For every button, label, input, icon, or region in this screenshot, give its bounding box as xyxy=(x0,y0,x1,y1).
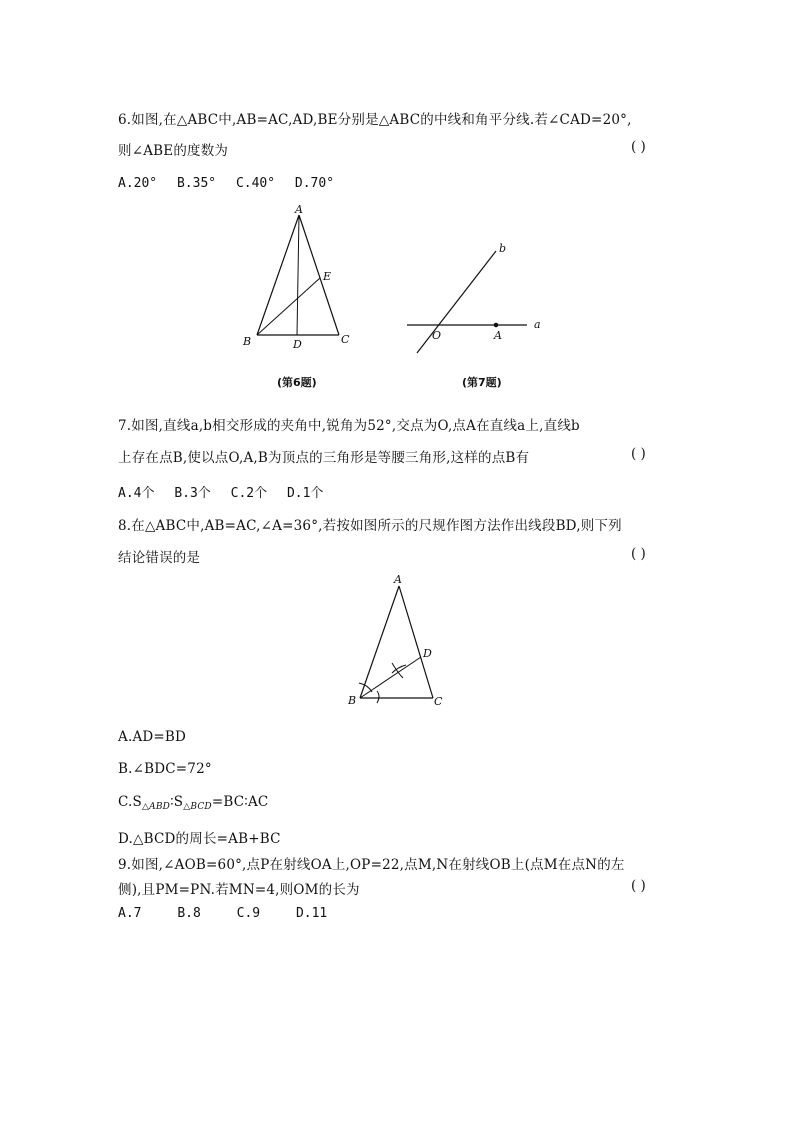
fig7-point-a-dot xyxy=(494,323,499,328)
q8-option-c-mid: ∶S xyxy=(170,794,184,810)
q9-option-b: B.8 xyxy=(177,906,201,921)
q6-stem-line1: 6.如图,在△ABC中,AB=AC,AD,BE分别是△ABC的中线和角平分线.若∠CAD=20°, xyxy=(118,112,632,128)
fig6-median-ad xyxy=(297,215,299,335)
fig7-label-a-line: a xyxy=(534,318,541,331)
q8-option-c-sub1: △ABD xyxy=(142,802,171,812)
q8-option-c xyxy=(118,794,268,812)
fig6-label-d: D xyxy=(293,338,302,351)
q6-stem-line2: 则∠ABE的度数为 xyxy=(118,143,229,159)
fig7-line-b xyxy=(417,251,496,353)
fig7-label-a-point: A xyxy=(494,329,502,342)
q6-answer-blank: ( ) xyxy=(631,139,646,155)
q8-option-c-prefix: C.S xyxy=(118,794,142,810)
q6-option-a: A.20° xyxy=(118,176,158,191)
q8-option-c-suffix: =BC∶AC xyxy=(211,794,269,810)
q9-stem-line1: 9.如图,∠AOB=60°,点P在射线OA上,OP=22,点M,N在射线OB上(点M在点N的左 xyxy=(118,857,625,873)
q7-option-a: A.4个 xyxy=(118,486,155,501)
q6-option-c: C.40° xyxy=(235,176,276,191)
q7-option-b: B.3个 xyxy=(174,486,211,501)
fig8-segment-bd xyxy=(360,657,421,698)
fig8-side-ab xyxy=(360,586,399,698)
figure-8 xyxy=(340,570,460,715)
fig8-arc-bottom xyxy=(377,691,379,703)
figure-7 xyxy=(400,240,550,360)
figure-6 xyxy=(240,200,370,360)
q8-answer-blank: ( ) xyxy=(631,546,646,562)
q9-option-c: C.9 xyxy=(236,906,261,921)
q9-answer-blank: ( ) xyxy=(631,878,646,894)
q9-option-d: D.11 xyxy=(295,906,328,921)
q8-option-d: D.△BCD的周长=AB+BC xyxy=(118,831,281,847)
q9-stem-line2: 侧),且PM=PN.若MN=4,则OM的长为 xyxy=(118,882,360,898)
fig7-caption: (第7题) xyxy=(462,376,502,389)
q9-option-a: A.7 xyxy=(118,906,142,921)
q6-option-b: B.35° xyxy=(176,176,217,191)
q9-options xyxy=(118,906,339,921)
fig8-label-d: D xyxy=(423,647,432,660)
fig6-label-b: B xyxy=(243,335,252,348)
fig8-label-a: A xyxy=(394,573,402,586)
fig6-side-ac xyxy=(299,215,339,335)
q7-answer-blank: ( ) xyxy=(631,446,646,462)
q7-option-d: D.1个 xyxy=(286,486,324,501)
fig6-label-c: C xyxy=(341,333,350,346)
fig6-label-e: E xyxy=(323,270,332,283)
fig7-label-b: b xyxy=(499,242,507,255)
fig8-side-ac xyxy=(399,586,433,698)
q7-option-c: C.2个 xyxy=(230,486,268,501)
q8-stem-line2: 结论错误的是 xyxy=(118,550,201,566)
q8-option-b: B.∠BDC=72° xyxy=(118,761,212,777)
fig6-caption: (第6题) xyxy=(277,376,317,389)
fig6-side-ab xyxy=(257,215,299,335)
fig7-label-o: O xyxy=(432,329,442,342)
q6-options xyxy=(118,176,346,191)
q7-options xyxy=(118,482,335,501)
fig6-label-a: A xyxy=(295,203,303,216)
q8-option-a: A.AD=BD xyxy=(118,729,187,745)
q8-option-c-sub2: △BCD xyxy=(183,802,212,812)
q7-stem-line2: 上存在点B,使以点O,A,B为顶点的三角形是等腰三角形,这样的点B有 xyxy=(118,450,530,466)
q7-stem-line1: 7.如图,直线a,b相交形成的夹角中,锐角为52°,交点为O,点A在直线a上,直线b xyxy=(118,418,580,434)
q8-stem-line1: 8.在△ABC中,AB=AC,∠A=36°,若按如图所示的尺规作图方法作出线段BD,则下列 xyxy=(118,518,622,534)
fig8-label-c: C xyxy=(434,695,443,708)
fig8-label-b: B xyxy=(348,694,357,707)
q6-option-d: D.70° xyxy=(294,176,335,191)
